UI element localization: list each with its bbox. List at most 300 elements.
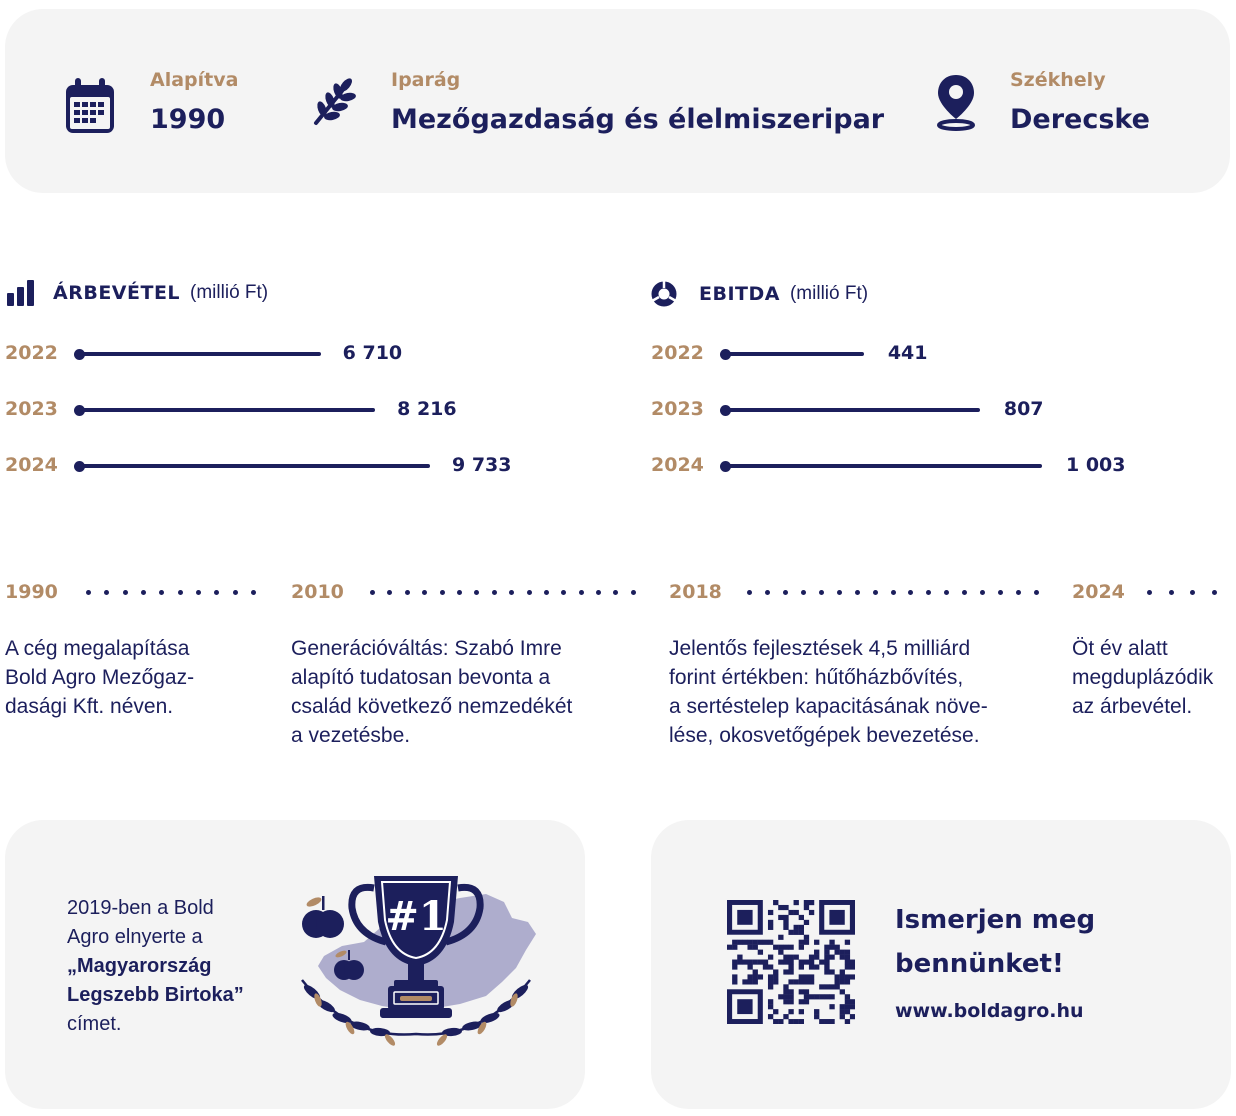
qr-module (840, 969, 845, 974)
qr-module (829, 955, 834, 960)
qr-module (809, 955, 814, 960)
qr-module (783, 999, 788, 1004)
qr-module (747, 960, 752, 965)
qr-module (747, 974, 752, 979)
bar (724, 408, 980, 412)
bar (78, 464, 430, 468)
timeline-year: 1990 (5, 581, 58, 603)
qr-module (794, 910, 799, 915)
qr-module (840, 950, 845, 955)
timeline-dot (405, 590, 410, 595)
qr-module (845, 940, 850, 945)
bar-year-label: 2024 (5, 454, 58, 476)
qr-module (814, 955, 819, 960)
award-title-line: Legszebb Birtoka” (67, 984, 244, 1006)
qr-module (804, 920, 809, 925)
qr-module (747, 945, 752, 950)
timeline-dot (765, 590, 770, 595)
timeline-dot (104, 590, 109, 595)
qr-module (845, 1004, 850, 1009)
timeline-dot (233, 590, 238, 595)
qr-module (768, 964, 773, 969)
timeline-dot (855, 590, 860, 595)
qr-module (742, 940, 747, 945)
qr-module (758, 974, 763, 979)
ebitda-chart-header (650, 280, 868, 308)
bar-value-label: 9 733 (452, 454, 512, 476)
bar-year-label: 2023 (651, 398, 704, 420)
qr-module (773, 1009, 778, 1014)
location-pin-icon (935, 73, 977, 131)
timeline-dot (579, 590, 584, 595)
qr-module (732, 960, 737, 965)
revenue-chart-header (7, 280, 268, 306)
ebitda-chart-unit: (millió Ft) (789, 283, 869, 304)
qr-module (768, 984, 773, 989)
qr-module (758, 960, 763, 965)
qr-module (824, 1019, 829, 1024)
timeline-dot (1034, 590, 1039, 595)
qr-module (814, 964, 819, 969)
timeline-dot (962, 590, 967, 595)
timeline-dot (86, 590, 91, 595)
qr-module (799, 1009, 804, 1014)
qr-module (829, 945, 834, 950)
timeline-dot (544, 590, 549, 595)
qr-module (804, 974, 809, 979)
qr-module (804, 989, 809, 994)
qr-module (732, 979, 737, 984)
qr-module (758, 940, 763, 945)
qr-module (788, 910, 793, 915)
qr-module (840, 1004, 845, 1009)
qr-module (788, 955, 793, 960)
qr-module (783, 984, 788, 989)
qr-module (845, 994, 850, 999)
timeline-dot (509, 590, 514, 595)
timeline-dot (926, 590, 931, 595)
qr-module (835, 984, 840, 989)
qr-module (824, 964, 829, 969)
timeline-dot (801, 590, 806, 595)
qr-module (814, 950, 819, 955)
industry-value: Mezőgazdaság és élelmiszeripar (391, 104, 885, 135)
timeline-dot (1147, 590, 1152, 595)
timeline-description-line: család következő nemzedékét (291, 695, 573, 718)
qr-module (799, 945, 804, 950)
bar-value-label: 807 (1003, 398, 1044, 420)
qr-module (850, 964, 855, 969)
timeline-dot (837, 590, 842, 595)
qr-module (829, 1019, 834, 1024)
qr-module (794, 979, 799, 984)
qr-module (768, 1014, 773, 1019)
qr-module (804, 935, 809, 940)
qr-module (768, 920, 773, 925)
bar-year-label: 2022 (5, 342, 58, 364)
qr-module (778, 994, 783, 999)
timeline-dot (196, 590, 201, 595)
bar-start-dot (74, 349, 85, 360)
timeline-description-line: alapító tudatosan bevonta a (291, 666, 551, 689)
qr-module (799, 930, 804, 935)
qr-module (814, 940, 819, 945)
qr-module (747, 940, 752, 945)
timeline-dot (527, 590, 532, 595)
qr-module (824, 950, 829, 955)
qr-module (824, 994, 829, 999)
bar-start-dot (720, 349, 731, 360)
bar-start-dot (720, 461, 731, 472)
timeline-year: 2010 (291, 581, 344, 603)
qr-module (788, 1009, 793, 1014)
timeline-dot (214, 590, 219, 595)
timeline-description-line: dasági Kft. néven. (5, 695, 174, 718)
qr-module (778, 960, 783, 965)
qr-module (768, 910, 773, 915)
timeline-dotted-line (86, 589, 256, 595)
qr-module (799, 999, 804, 1004)
timeline-year: 2024 (1072, 581, 1125, 603)
qr-module (732, 974, 737, 979)
qr-module (799, 974, 804, 979)
qr-module (840, 1009, 845, 1014)
timeline-dot (561, 590, 566, 595)
timeline-description (5, 634, 194, 721)
qr-module (819, 1019, 824, 1024)
qr-module (794, 930, 799, 935)
timeline-dot (123, 590, 128, 595)
qr-module (763, 960, 768, 965)
qr-module (758, 950, 763, 955)
qr-module (783, 960, 788, 965)
qr-module (788, 989, 793, 994)
qr-module (768, 979, 773, 984)
award-panel (5, 820, 585, 1109)
bar-value-label: 1 003 (1066, 454, 1126, 476)
qr-module (732, 940, 737, 945)
qr-module (845, 1019, 850, 1024)
company-info-panel (5, 9, 1230, 193)
qr-module (809, 900, 814, 905)
timeline-dot (613, 590, 618, 595)
bar (78, 408, 375, 412)
qr-module (753, 979, 758, 984)
timeline-description-line: Öt év alatt (1072, 637, 1168, 660)
qr-code[interactable] (727, 900, 855, 1024)
qr-module (835, 979, 840, 984)
qr-module (737, 940, 742, 945)
qr-module (778, 935, 783, 940)
qr-module (794, 955, 799, 960)
timeline-description-line: Bold Agro Mezőgaz- (5, 666, 195, 689)
bar-start-dot (720, 405, 731, 416)
qr-module (737, 955, 742, 960)
qr-module (794, 1019, 799, 1024)
qr-module (845, 960, 850, 965)
qr-module (753, 940, 758, 945)
qr-module (799, 964, 804, 969)
qr-module (804, 994, 809, 999)
calendar-icon (63, 75, 117, 137)
bar (724, 464, 1042, 468)
qr-module (809, 964, 814, 969)
award-text-line: Agro elnyerte a (67, 926, 203, 948)
qr-module (753, 969, 758, 974)
founded-value: 1990 (150, 104, 226, 135)
qr-module (840, 979, 845, 984)
qr-module (753, 974, 758, 979)
qr-module (840, 955, 845, 960)
qr-module (783, 969, 788, 974)
timeline-dot (1190, 590, 1195, 595)
qr-module (783, 945, 788, 950)
qr-module (804, 979, 809, 984)
qr-module (804, 905, 809, 910)
qr-module (824, 969, 829, 974)
timeline-dot (370, 590, 375, 595)
timeline-description-line: Generációváltás: Szabó Imre (291, 637, 562, 660)
qr-module (835, 974, 840, 979)
qr-module (763, 940, 768, 945)
industry-label: Iparág (391, 69, 461, 91)
qr-module (768, 974, 773, 979)
qr-module (773, 969, 778, 974)
timeline-dot (944, 590, 949, 595)
timeline-dot (387, 590, 392, 595)
timeline-dot (631, 590, 636, 595)
timeline-description-line: A cég megalapítása (5, 637, 190, 660)
bar-year-label: 2022 (651, 342, 704, 364)
qr-module (824, 960, 829, 965)
revenue-chart-title: ÁRBEVÉTEL (53, 282, 181, 304)
timeline-dotted-line (747, 589, 1039, 595)
qr-module (773, 1019, 778, 1024)
qr-module (824, 984, 829, 989)
qr-module (788, 930, 793, 935)
qr-module (835, 950, 840, 955)
qr-module (788, 1019, 793, 1024)
bar-value-label: 441 (887, 342, 928, 364)
qr-module (829, 1004, 834, 1009)
qr-module (809, 979, 814, 984)
qr-module (747, 979, 752, 984)
trophy-illustration (290, 858, 542, 1058)
bar-year-label: 2023 (5, 398, 58, 420)
qr-module (809, 960, 814, 965)
qr-module (768, 940, 773, 945)
timeline-dot (1169, 590, 1174, 595)
qr-module (814, 994, 819, 999)
qr-module (773, 945, 778, 950)
qr-module (799, 915, 804, 920)
headquarters-value: Derecske (1010, 104, 1150, 135)
timeline-dot (492, 590, 497, 595)
revenue-chart-unit: (millió Ft) (190, 282, 269, 303)
timeline-dot (980, 590, 985, 595)
qr-module (824, 945, 829, 950)
qr-module (809, 974, 814, 979)
qr-module (783, 1014, 788, 1019)
qr-module (799, 989, 804, 994)
timeline-dot (251, 590, 256, 595)
qr-module (819, 960, 824, 965)
qr-module (773, 900, 778, 905)
qr-module (742, 960, 747, 965)
qr-module (732, 964, 737, 969)
award-text (67, 894, 244, 1039)
timeline-dot (422, 590, 427, 595)
qr-module (727, 945, 732, 950)
apple-icon (302, 895, 344, 938)
timeline-dot (747, 590, 752, 595)
timeline-dot (998, 590, 1003, 595)
timeline-description-line: lése, okosvetőgépek bevezetése. (669, 724, 980, 747)
qr-module (809, 994, 814, 999)
contact-panel (651, 820, 1231, 1109)
qr-module (778, 950, 783, 955)
timeline-dotted-line (1147, 589, 1217, 595)
contact-title-line: bennünket! (895, 949, 1064, 979)
timeline-dot (819, 590, 824, 595)
bar (724, 352, 864, 356)
qr-module (788, 979, 793, 984)
qr-module (799, 940, 804, 945)
timeline-dot (908, 590, 913, 595)
qr-module (747, 964, 752, 969)
trophy-badge-text: #1 (385, 893, 447, 940)
bar-start-dot (74, 405, 85, 416)
qr-module (840, 974, 845, 979)
qr-module (814, 1014, 819, 1019)
qr-module (835, 945, 840, 950)
qr-module (829, 940, 834, 945)
qr-module (845, 999, 850, 1004)
timeline-dot (1212, 590, 1217, 595)
timeline-description-line: a vezetésbe. (291, 724, 411, 747)
qr-module (783, 955, 788, 960)
qr-module (829, 984, 834, 989)
headquarters-label: Székhely (1010, 69, 1106, 91)
timeline-dot (440, 590, 445, 595)
qr-module (850, 960, 855, 965)
wheat-icon (308, 77, 360, 129)
timeline-description (1072, 634, 1213, 721)
bar-start-dot (74, 461, 85, 472)
qr-module (794, 900, 799, 905)
timeline-dot (873, 590, 878, 595)
qr-module (737, 960, 742, 965)
bar-chart-icon (7, 280, 35, 306)
qr-module (788, 994, 793, 999)
qr-module (799, 979, 804, 984)
qr-module (763, 964, 768, 969)
qr-module (778, 915, 783, 920)
qr-module (732, 945, 737, 950)
qr-module (768, 925, 773, 930)
qr-module (783, 905, 788, 910)
award-text-line: 2019-ben a Bold (67, 897, 214, 919)
timeline-year: 2018 (669, 581, 722, 603)
qr-module (845, 979, 850, 984)
timeline-dot (474, 590, 479, 595)
timeline-description-line: megduplázódik (1072, 666, 1214, 689)
timeline-dotted-line (370, 589, 636, 595)
qr-module (850, 999, 855, 1004)
timeline-description-line: forint értékben: hűtőházbővítés, (669, 666, 964, 689)
qr-module (788, 969, 793, 974)
qr-module (804, 999, 809, 1004)
qr-module (814, 1009, 819, 1014)
qr-module (840, 1014, 845, 1019)
timeline-dot (159, 590, 164, 595)
timeline-dot (457, 590, 462, 595)
qr-module (850, 1014, 855, 1019)
qr-module (773, 974, 778, 979)
qr-module (768, 955, 773, 960)
qr-module (788, 999, 793, 1004)
qr-module (850, 1004, 855, 1009)
qr-module (753, 945, 758, 950)
timeline-description-line: az árbevétel. (1072, 695, 1193, 718)
qr-module (753, 960, 758, 965)
qr-module (840, 989, 845, 994)
qr-module (845, 955, 850, 960)
qr-module (783, 925, 788, 930)
contact-title (895, 898, 1095, 986)
qr-module (773, 979, 778, 984)
qr-module (850, 974, 855, 979)
qr-module (768, 999, 773, 1004)
timeline-dot (1016, 590, 1021, 595)
timeline-description-line: Jelentős fejlesztések 4,5 milliárd (669, 637, 971, 660)
timeline-dot (596, 590, 601, 595)
qr-module (829, 969, 834, 974)
qr-module (829, 994, 834, 999)
timeline-description (291, 634, 572, 750)
qr-module (794, 925, 799, 930)
qr-module (845, 964, 850, 969)
timeline-dot (783, 590, 788, 595)
qr-module (778, 1019, 783, 1024)
qr-module (742, 979, 747, 984)
qr-module (783, 915, 788, 920)
qr-module (799, 960, 804, 965)
qr-module (783, 920, 788, 925)
award-text-line: címet. (67, 1013, 122, 1035)
qr-module (804, 960, 809, 965)
qr-module (804, 940, 809, 945)
timeline-description-line: a sertéstelep kapacitásának növe- (669, 695, 988, 718)
qr-module (799, 1019, 804, 1024)
founded-label: Alapítva (150, 69, 239, 91)
qr-module (799, 925, 804, 930)
qr-module (845, 974, 850, 979)
qr-module (819, 994, 824, 999)
qr-module (824, 955, 829, 960)
qr-module (819, 984, 824, 989)
timeline-description (669, 634, 988, 750)
qr-module (809, 910, 814, 915)
qr-module (778, 905, 783, 910)
timeline-dot (141, 590, 146, 595)
timeline-dot (178, 590, 183, 595)
website-link[interactable]: www.boldagro.hu (895, 1000, 1084, 1022)
contact-title-line: Ismerjen meg (895, 905, 1096, 935)
award-title-line: „Magyarország (67, 955, 212, 977)
qr-module (845, 950, 850, 955)
timeline-dot (891, 590, 896, 595)
